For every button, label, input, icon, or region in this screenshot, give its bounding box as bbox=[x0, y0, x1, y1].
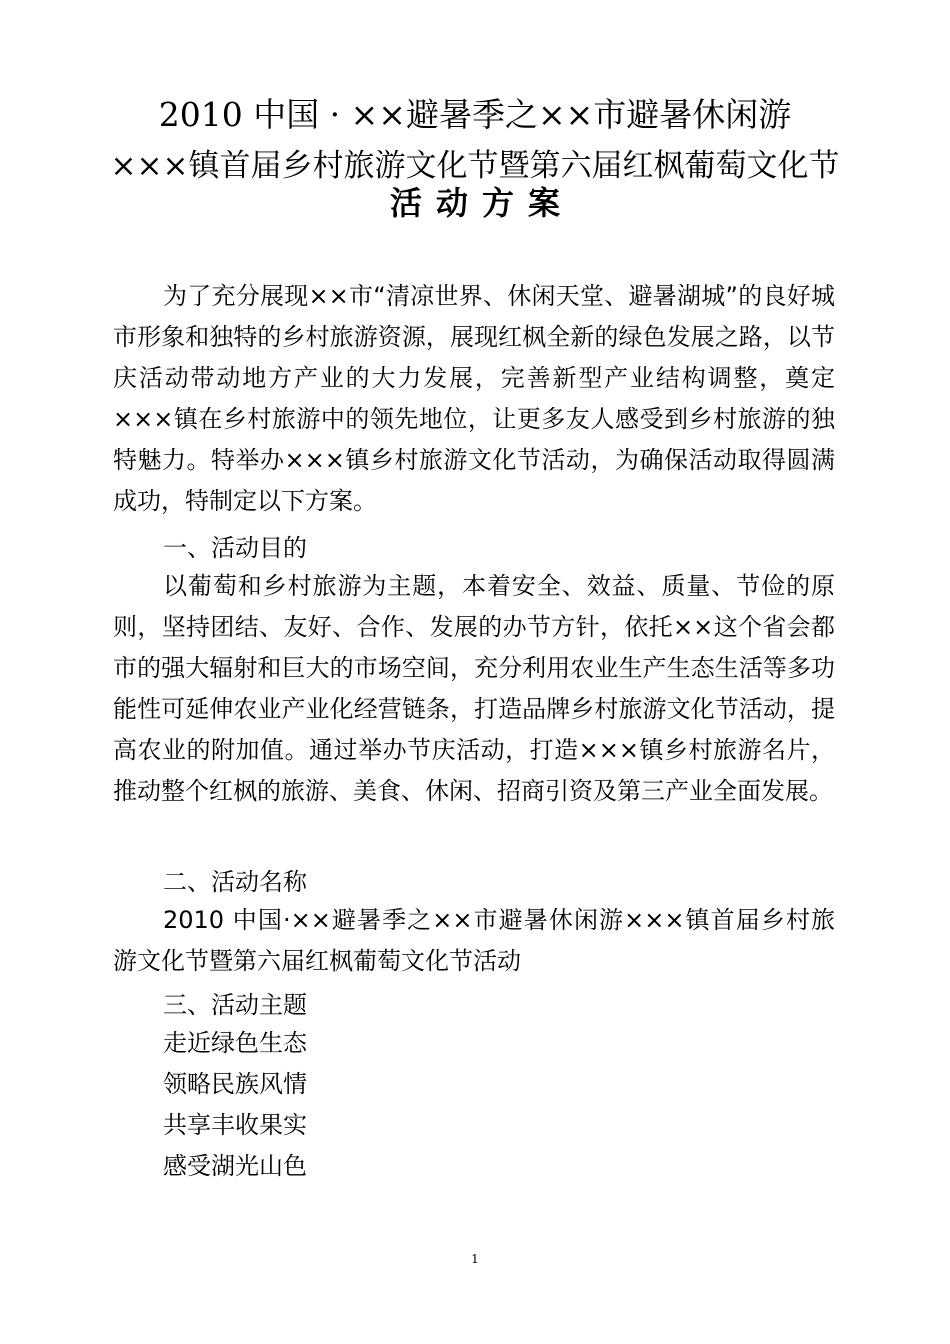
theme-item: 共享丰收果实 bbox=[163, 1111, 307, 1139]
section-1-heading: 一、活动目的 bbox=[163, 534, 307, 562]
title-line-3: 活动方案 bbox=[389, 184, 574, 222]
title-line-2: ×××镇首届乡村旅游文化节暨第六届红枫葡萄文化节 bbox=[110, 148, 840, 184]
title-line-1: 2010 中国 · ××避暑季之××市避暑休闲游 bbox=[158, 95, 792, 134]
intro-section bbox=[113, 276, 835, 522]
section-2-body bbox=[113, 900, 835, 982]
section-1-paragraph: 以葡萄和乡村旅游为主题，本着安全、效益、质量、节俭的原则，坚持团结、友好、合作、发展的办节方针，依托××这个省会都市的强大辐射和巨大的市场空间，充分利用农业生产生态生活等多功能性可延伸农业产业化经营链条，打造品牌乡村旅游文化节活动，提高农业的附加值。通过举办节庆活动，打造×××镇乡村旅游名片，推动整个红枫的旅游、美食、休闲、招商引资及第三产业全面发展。 bbox=[113, 572, 835, 805]
section-2-heading: 二、活动名称 bbox=[163, 868, 307, 896]
theme-item: 走近绿色生态 bbox=[163, 1029, 307, 1057]
section-1-body bbox=[113, 566, 835, 812]
intro-paragraph: 为了充分展现××市“清凉世界、休闲天堂、避暑湖城”的良好城市形象和独特的乡村旅游资源，展现红枫全新的绿色发展之路，以节庆活动带动地方产业的大力发展，完善新型产业结构调整，奠定×××镇在乡村旅游中的领先地位，让更多友人感受到乡村旅游的独特魅力。特举办×××镇乡村旅游文化节活动，为确保活动取得圆满成功，特制定以下方案。 bbox=[113, 282, 835, 515]
theme-item: 领略民族风情 bbox=[163, 1070, 307, 1098]
page-number: 1 bbox=[471, 1252, 479, 1266]
section-2-paragraph: 2010 中国·××避暑季之××市避暑休闲游×××镇首届乡村旅游文化节暨第六届红枫葡萄文化节活动 bbox=[113, 906, 835, 975]
section-3-heading: 三、活动主题 bbox=[163, 991, 307, 1019]
theme-item: 感受湖光山色 bbox=[163, 1152, 307, 1180]
